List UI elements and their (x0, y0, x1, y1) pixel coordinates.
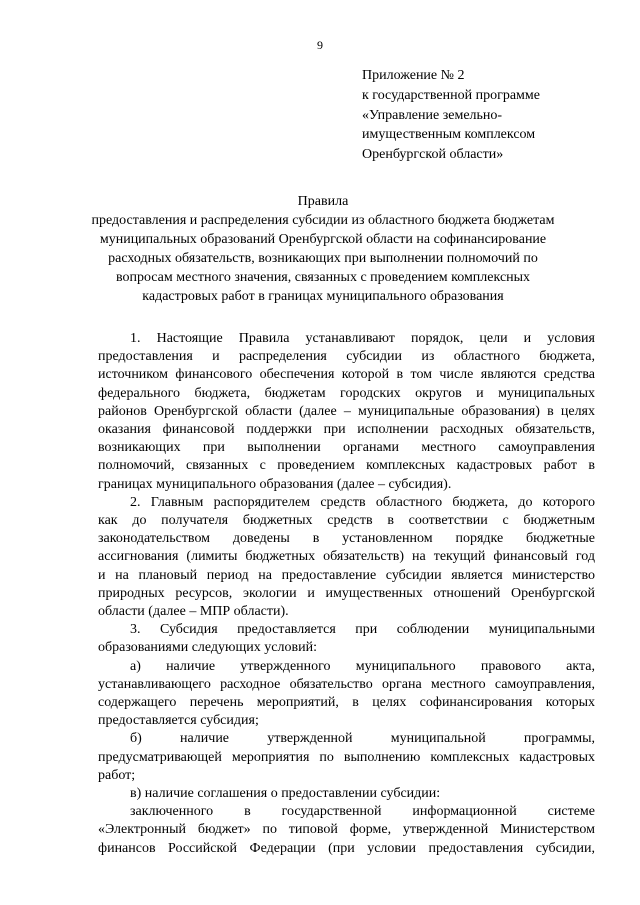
paragraph-line: образованиями следующих условий: (98, 640, 317, 656)
paragraph-line: финансов Российской Федерации (при условии предоставления субсидии, (98, 840, 595, 856)
body-paragraph (98, 621, 595, 657)
paragraph-line: оказания финансовой поддержки при исполнении расходных обязательств, (98, 422, 595, 438)
appendix-line: имущественным комплексом (362, 127, 536, 143)
body-paragraph (98, 785, 595, 803)
title-line: кадастровых работ в границах муниципального образования (142, 289, 504, 304)
body-paragraph (98, 658, 595, 731)
paragraph-line: источником финансового обеспечения которой в том числе являются средства (98, 367, 595, 383)
paragraph-line: ассигнования (лимиты бюджетных обязательств) на текущий финансовый год (98, 549, 595, 565)
paragraph-line: предоставления и распределения субсидии из областного бюджета, (98, 349, 595, 365)
paragraph-line: предусматривающей мероприятия по выполнению комплексных кадастровых (98, 749, 595, 765)
paragraph-line: в) наличие соглашения о предоставлении субсидии: (130, 786, 441, 802)
paragraph-line: районов Оренбургской области (далее – муниципальные образования) в целях (98, 403, 595, 419)
appendix-header (362, 66, 612, 165)
paragraph-line: 1. Настоящие Правила устанавливают порядок, цели и условия (130, 331, 595, 346)
document-title (80, 192, 566, 306)
title-heading: Правила (297, 194, 349, 209)
paragraph-line: 2. Главным распорядителем средств областного бюджета, до которого (130, 494, 595, 510)
paragraph-line: заключенного в государственной информационной системе (130, 804, 595, 820)
title-line: предоставления и распределения субсидии из областного бюджета бюджетам (91, 213, 555, 228)
body-paragraph (98, 730, 595, 785)
appendix-line: к государственной программе (362, 87, 540, 103)
appendix-line: «Управление земельно- (362, 107, 503, 123)
body-paragraph (98, 330, 595, 494)
paragraph-line: и на плановый период на предоставление субсидии является министерство (98, 567, 595, 583)
paragraph-line: работ; (98, 767, 136, 783)
paragraph-line: природных ресурсов, экологии и имущественных отношений Оренбургской (98, 585, 595, 601)
paragraph-line: 3. Субсидия предоставляется при соблюдении муниципальными (130, 622, 595, 638)
title-line: расходных обязательств, возникающих при выполнении полномочий по (108, 251, 538, 266)
paragraph-line: предоставляется субсидия; (98, 713, 259, 729)
paragraph-line: б) наличие утвержденной муниципальной программы, (130, 731, 595, 747)
paragraph-line: области (далее – МПР области). (98, 604, 289, 620)
paragraph-line: границах муниципального образования (далее – субсидия). (98, 476, 452, 492)
page-number: 9 (317, 38, 323, 52)
title-line: вопросам местного значения, связанных с проведением комплексных (115, 270, 531, 285)
document-body (98, 330, 595, 858)
paragraph-line: «Электронный бюджет» по типовой форме, утвержденной Министерством (98, 822, 595, 838)
paragraph-line: полномочий, связанных с проведением комплексных кадастровых работ в (98, 458, 595, 474)
appendix-line: Оренбургской области» (362, 147, 504, 163)
body-paragraph (98, 494, 595, 621)
body-paragraph (98, 803, 595, 858)
paragraph-line: возникающих при выполнении органами местного самоуправления (98, 440, 595, 456)
title-line: муниципальных образований Оренбургской области на софинансирование (99, 232, 547, 247)
paragraph-line: а) наличие утвержденного муниципального правового акта, (130, 658, 595, 674)
paragraph-line: федерального бюджета, бюджетам городских округов и муниципальных (98, 385, 595, 401)
paragraph-line: устанавливающего расходное обязательство органа местного самоуправления, (98, 676, 595, 692)
appendix-line: Приложение № 2 (362, 68, 465, 83)
paragraph-line: законодательством доведены в установленном порядке бюджетные (98, 531, 595, 547)
paragraph-line: как до получателя бюджетных средств в соответствии с бюджетным (98, 513, 595, 529)
paragraph-line: содержащего перечень мероприятий, в целях софинансирования которых (98, 695, 595, 711)
